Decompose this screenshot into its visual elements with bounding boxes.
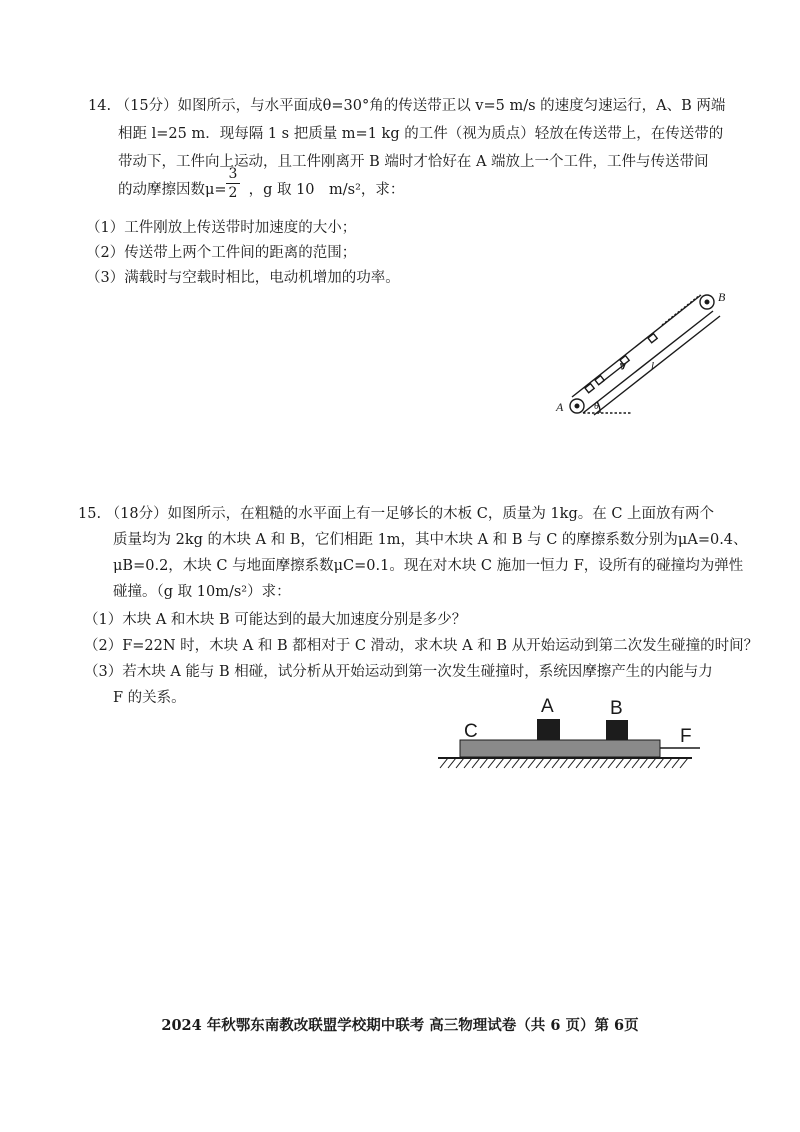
q14-line-3: 带动下，工件向上运动，且工件刚离开 B 端时才恰好在 A 端放上一个工件，工件与传送带间 <box>118 154 709 170</box>
q15-sub-3b: F 的关系。 <box>113 690 186 706</box>
ground-hatching <box>440 758 688 768</box>
label-l: l <box>651 360 655 372</box>
page-footer: 2024 年秋鄂东南教改联盟学校期中联考 高三物理试卷（共 6 页）第 6页 <box>161 1017 639 1034</box>
belt-bottom-edge <box>583 311 713 413</box>
q15-line-2: 质量均为 2kg 的木块 A 和 B，它们相距 1m，其中木块 A 和 B 与 C 的摩擦系数分别为μA=0.4、 <box>113 532 748 548</box>
q15-line-3: μB=0.2，木块 C 与地面摩擦系数μC=0.1。现在对木块 C 施加一恒力 F，设所有的碰撞均为弹性 <box>113 558 744 574</box>
q15-line-1: 15. （18分）如图所示，在粗糙的水平面上有一足够长的木板 C，质量为 1kg。在 C 上面放有两个 <box>78 506 715 522</box>
q14-line-2: 相距 l=25 m．现每隔 1 s 把质量 m=1 kg 的工件（视为质点）轻放在传送带上，在传送带的 <box>118 126 724 142</box>
q14-sub-1: （1）工件刚放上传送带时加速度的大小； <box>86 220 357 236</box>
q15-sub-3a: （3）若木块 A 能与 B 相碰，试分析从开始运动到第一次发生碰撞时，系统因摩擦产生的内能与力 <box>84 664 713 680</box>
q14-sub-2: （2）传送带上两个工件间的距离的范围； <box>86 245 357 261</box>
q15-sub-2: （2）F=22N 时，木块 A 和 B 都相对于 C 滑动，求木块 A 和 B 从开始运动到第二次发生碰撞的时间？ <box>84 638 759 654</box>
q15-line-4: 碰撞。（g 取 10m/s²）求： <box>113 584 291 600</box>
label-v: v <box>620 361 625 373</box>
fraction-denominator: 2 <box>228 185 238 201</box>
q15-sub-1: （1）木块 A 和木块 B 可能达到的最大加速度分别是多少？ <box>84 612 467 628</box>
label-b: B <box>610 698 623 719</box>
label-theta: θ <box>594 401 599 412</box>
q14-line-4 <box>118 180 404 200</box>
q14-conveyor-figure <box>550 285 740 435</box>
label-c: C <box>464 721 478 742</box>
q14-line-4-prefix: 的动摩擦因数μ= <box>118 182 227 198</box>
label-a: A <box>541 696 554 717</box>
q15-board-figure <box>430 690 700 780</box>
board-c <box>460 740 660 757</box>
q14-sub-3: （3）满载时与空载时相比，电动机增加的功率。 <box>86 270 400 286</box>
label-a: A <box>556 400 564 414</box>
q14-line-1: 14. （15分）如图所示，与水平面成θ=30°角的传送带正以 v=5 m/s 的速度匀速运行，A、B 两端 <box>88 98 726 114</box>
fraction-numerator: 3 <box>228 166 238 182</box>
q14-line-4-suffix: ，g 取 10 m/s²，求： <box>248 182 405 198</box>
label-b: B <box>718 290 726 304</box>
block-b <box>606 720 628 740</box>
block-a <box>537 719 560 740</box>
label-f: F <box>680 726 692 747</box>
q14-mu-fraction <box>226 166 240 201</box>
